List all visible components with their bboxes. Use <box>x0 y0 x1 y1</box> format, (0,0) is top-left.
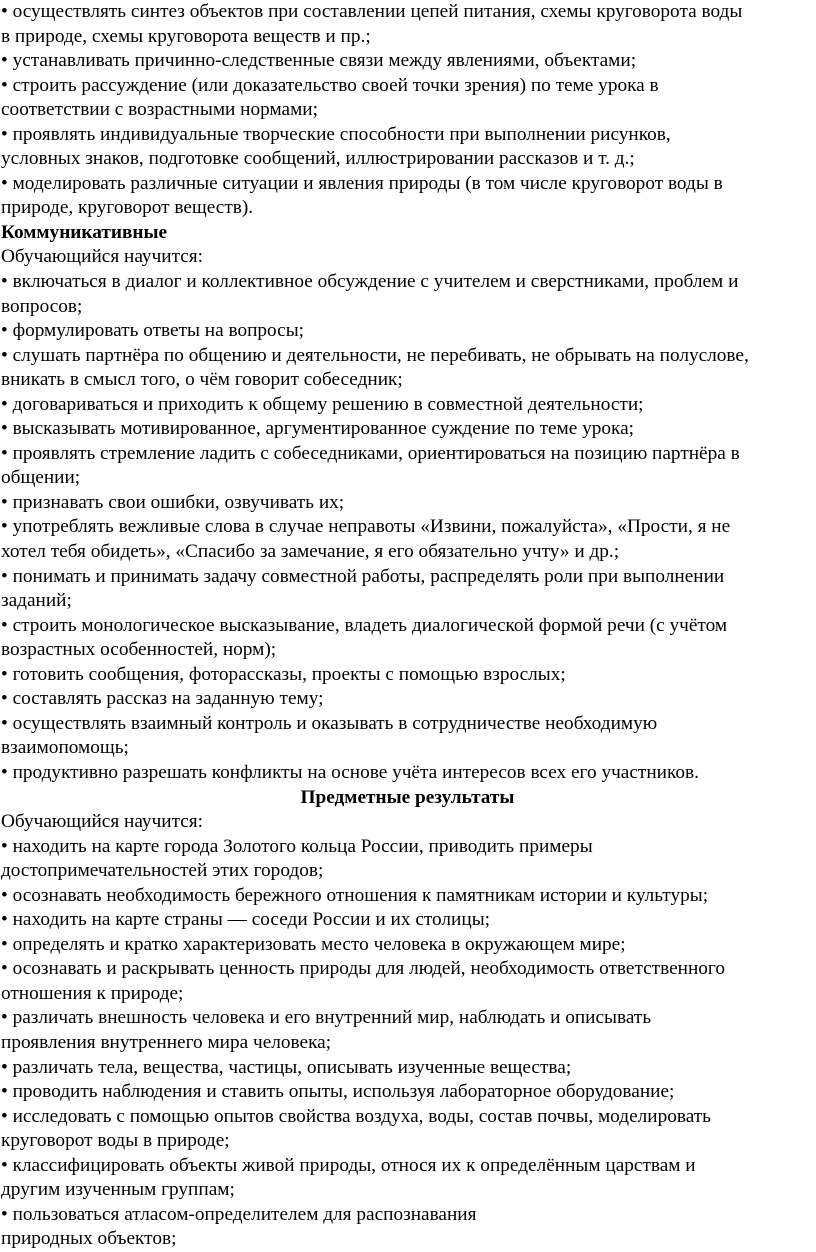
section-heading: Предметные результаты <box>300 786 515 808</box>
list-line: • осознавать необходимость бережного отношения к памятникам истории и культуры; <box>1 884 709 906</box>
section-intro: Обучающийся научится: <box>1 246 204 268</box>
section-intro: Обучающийся научится: <box>1 811 204 833</box>
list-line: возрастных особенностей, норм); <box>1 639 277 661</box>
list-line: взаимопомощь; <box>1 737 129 759</box>
list-line: • готовить сообщения, фоторассказы, проекты с помощью взрослых; <box>1 663 566 685</box>
list-line: хотел тебя обидеть», «Спасибо за замечание, я его обязательно учту» и др.; <box>1 541 620 563</box>
list-line: заданий; <box>1 590 72 612</box>
list-line: • высказывать мотивированное, аргументированное суждение по теме урока; <box>1 418 635 440</box>
list-line: • определять и кратко характеризовать место человека в окружающем мире; <box>1 933 626 955</box>
list-line: природных объектов; <box>1 1228 177 1250</box>
communicative-section <box>1 221 814 786</box>
list-line: • находить на карте страны — соседи России и их столицы; <box>1 909 491 931</box>
list-line: • употреблять вежливые слова в случае неправоты «Извини, пожалуйста», «Прости, я не <box>1 516 731 538</box>
list-line: проявления внутреннего мира человека; <box>1 1031 332 1053</box>
list-line: природе, круговорот веществ). <box>1 197 254 219</box>
list-line: • осуществлять синтез объектов при составлении цепей питания, схемы круговорота воды <box>1 1 743 22</box>
list-line: отношения к природе; <box>1 982 184 1004</box>
list-line: достопримечательностей этих городов; <box>1 860 324 882</box>
list-line: • проявлять индивидуальные творческие способности при выполнении рисунков, <box>1 123 671 145</box>
list-line: • формулировать ответы на вопросы; <box>1 320 305 342</box>
list-line: • слушать партнёра по общению и деятельности, не перебивать, не обрывать на полуслове, <box>1 344 749 366</box>
list-line: • понимать и принимать задачу совместной работы, распределять роли при выполнении <box>1 565 725 587</box>
list-line: в природе, схемы круговорота веществ и пр.; <box>1 25 371 47</box>
list-line: общении; <box>1 467 81 489</box>
list-line: • осуществлять взаимный контроль и оказывать в сотрудничестве необходимую <box>1 712 658 734</box>
list-line: • строить рассуждение (или доказательство своей точки зрения) по теме урока в <box>1 74 659 96</box>
list-line: вникать в смысл того, о чём говорит собеседник; <box>1 369 403 391</box>
list-line: • различать тела, вещества, частицы, описывать изученные вещества; <box>1 1056 572 1078</box>
subject-results-section <box>1 786 814 1252</box>
list-line: • устанавливать причинно-следственные связи между явлениями, объектами; <box>1 50 637 72</box>
list-line: • моделировать различные ситуации и явления природы (в том числе круговорот воды в <box>1 172 723 194</box>
list-line: • осознавать и раскрывать ценность природы для людей, необходимость ответственного <box>1 958 725 980</box>
list-line: • продуктивно разрешать конфликты на основе учёта интересов всех его участников. <box>1 761 699 783</box>
list-line: • пользоваться атласом-определителем для распознавания <box>1 1203 477 1225</box>
list-line: соответствии с возрастными нормами; <box>1 99 318 121</box>
list-line: • классифицировать объекты живой природы, относя их к определённым царствам и <box>1 1154 696 1176</box>
list-line: условных знаков, подготовке сообщений, иллюстрировании рассказов и т. д.; <box>1 148 635 170</box>
list-line: • включаться в диалог и коллективное обсуждение с учителем и сверстниками, проблем и <box>1 271 739 293</box>
list-line: • проводить наблюдения и ставить опыты, используя лабораторное оборудование; <box>1 1081 675 1103</box>
list-line: вопросов; <box>1 295 83 317</box>
cognitive-list-continued <box>1 0 814 221</box>
list-line: другим изученным группам; <box>1 1179 235 1201</box>
list-line: • строить монологическое высказывание, владеть диалогической формой речи (с учётом <box>1 614 728 636</box>
list-line: круговорот воды в природе; <box>1 1130 230 1152</box>
list-line: • договариваться и приходить к общему решению в совместной деятельности; <box>1 393 644 415</box>
list-line: • находить на карте города Золотого кольца России, приводить примеры <box>1 835 593 857</box>
list-line: • проявлять стремление ладить с собеседниками, ориентироваться на позицию партнёра в <box>1 442 740 464</box>
list-line: • признавать свои ошибки, озвучивать их; <box>1 491 345 513</box>
section-heading: Коммуникативные <box>1 221 168 243</box>
list-line: • составлять рассказ на заданную тему; <box>1 688 324 710</box>
list-line: • исследовать с помощью опытов свойства воздуха, воды, состав почвы, моделировать <box>1 1105 711 1127</box>
list-line: • различать внешность человека и его внутренний мир, наблюдать и описывать <box>1 1007 652 1029</box>
